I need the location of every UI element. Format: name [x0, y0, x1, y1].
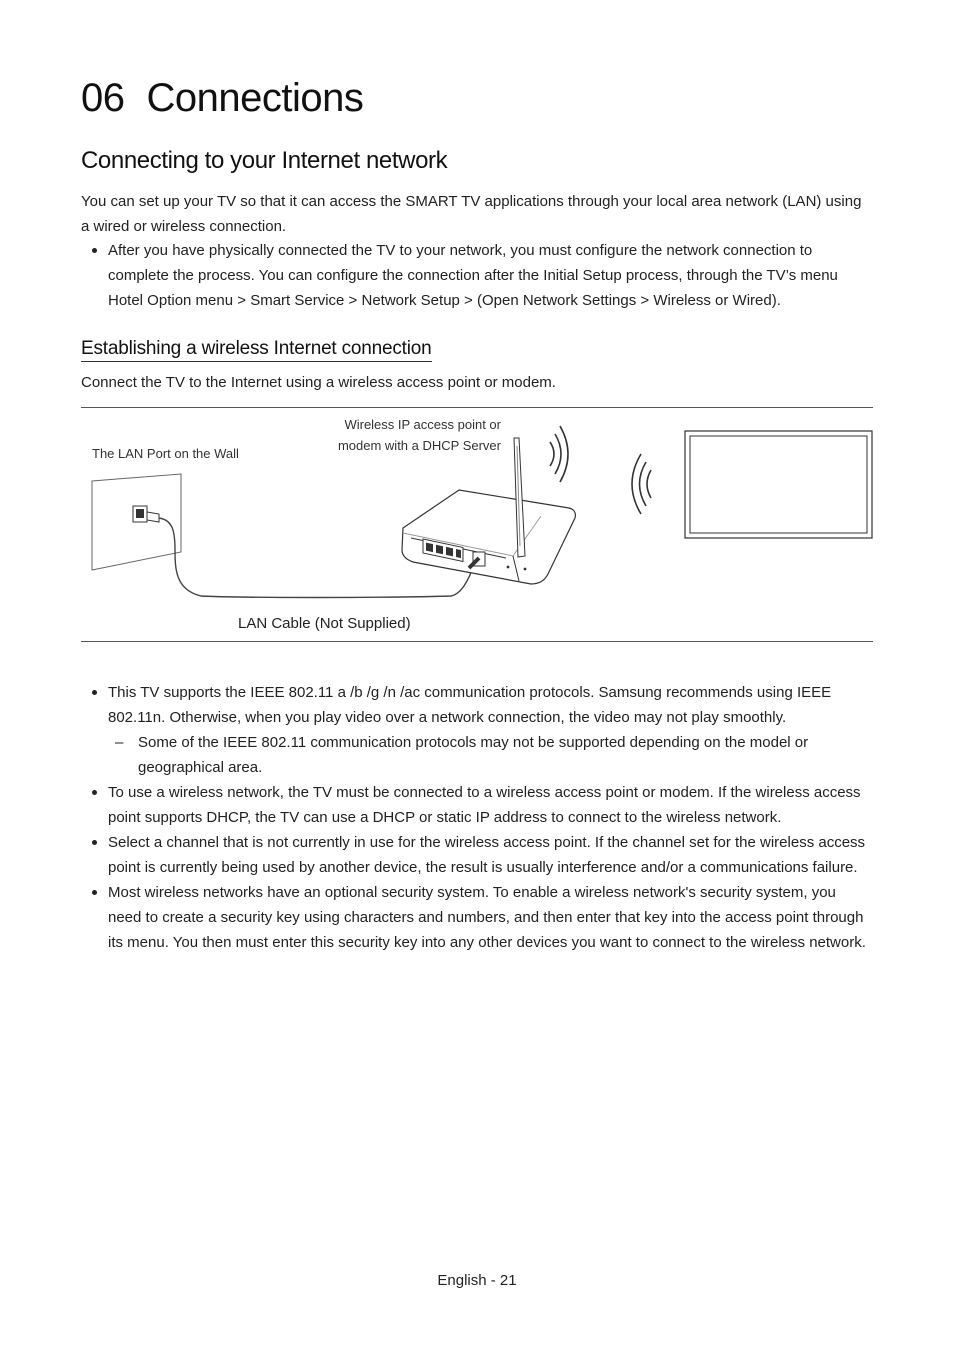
- diagram-bottom-rule: [81, 641, 873, 642]
- setup-note-list: [81, 238, 871, 313]
- menu-network-setup: Network Setup: [361, 292, 460, 309]
- menu-wireless: Wireless: [653, 292, 711, 309]
- tv-icon: [685, 431, 872, 538]
- setup-note-item: [81, 238, 871, 313]
- router-icon: [402, 490, 575, 584]
- note-item: Select a channel that is not currently in use for the wireless access point. If the channel set for the wireless access point is currently being used by another device, the result is usually interference and/or a communications failure.: [81, 830, 873, 880]
- menu-smart-service: Smart Service: [250, 292, 345, 309]
- chapter-name: Connections: [146, 76, 364, 120]
- menu-wired: Wired: [732, 292, 772, 309]
- router-signal-icon: [550, 426, 568, 482]
- tv-signal-icon: [632, 454, 651, 514]
- sub-note: [108, 730, 873, 780]
- sub-note-text: Some of the IEEE 802.11 communication protocols may not be supported depending on the model or geographical area.: [138, 734, 809, 776]
- label-router-line1: Wireless IP access point or: [344, 417, 501, 432]
- note-item: [81, 680, 873, 780]
- chapter-title: [81, 76, 363, 121]
- menu-sep: menu >: [191, 292, 251, 309]
- menu-or: or: [710, 292, 733, 309]
- menu-sep: > (: [459, 292, 482, 309]
- connect-text: Connect the TV to the Internet using a wireless access point or modem.: [81, 374, 556, 391]
- sub-heading: Establishing a wireless Internet connection: [81, 338, 432, 362]
- menu-sep: >: [636, 292, 654, 309]
- note-text: This TV supports the IEEE 802.11 a /b /g /n /ac communication protocols. Samsung recommends using IEEE 802.11n. Otherwise, when you play video over a network connection, the video may not play smoothly.: [108, 684, 832, 726]
- menu-hotel-option: Hotel Option: [108, 292, 192, 309]
- menu-sep: >: [344, 292, 362, 309]
- section-title: Connecting to your Internet network: [81, 147, 448, 174]
- notes-list: [81, 680, 873, 955]
- menu-close: ).: [771, 292, 781, 309]
- label-lan-cable: LAN Cable (Not Supplied): [238, 615, 411, 632]
- chapter-number: 06: [81, 76, 125, 120]
- note-item: To use a wireless network, the TV must be connected to a wireless access point or modem. If the wireless access point supports DHCP, the TV can use a DHCP or static IP address to connect to the wireless network.: [81, 780, 873, 830]
- sub-note-dash: –: [115, 734, 124, 751]
- note-item: Most wireless networks have an optional security system. To enable a wireless network's security system, you need to create a security key using characters and numbers, and then enter that key into the access point through its menu. You then must enter this security key into any other devices you want to connect to the wireless network.: [81, 880, 873, 955]
- setup-note-text: After you have physically connected the TV to your network, you must configure the network connection to complete the process. You can configure the connection after the Initial Setup process, through the TV’s menu: [108, 242, 838, 284]
- connection-diagram: [81, 408, 873, 640]
- label-router: [321, 414, 501, 456]
- intro-paragraph: You can set up your TV so that it can access the SMART TV applications through your local area network (LAN) using a wired or wireless connection.: [81, 193, 862, 235]
- page-footer: English - 21: [437, 1272, 517, 1289]
- label-router-line2: modem with a DHCP Server: [337, 438, 501, 453]
- label-wall-lan-port: The LAN Port on the Wall: [92, 446, 239, 461]
- menu-open-network-settings: Open Network Settings: [481, 292, 637, 309]
